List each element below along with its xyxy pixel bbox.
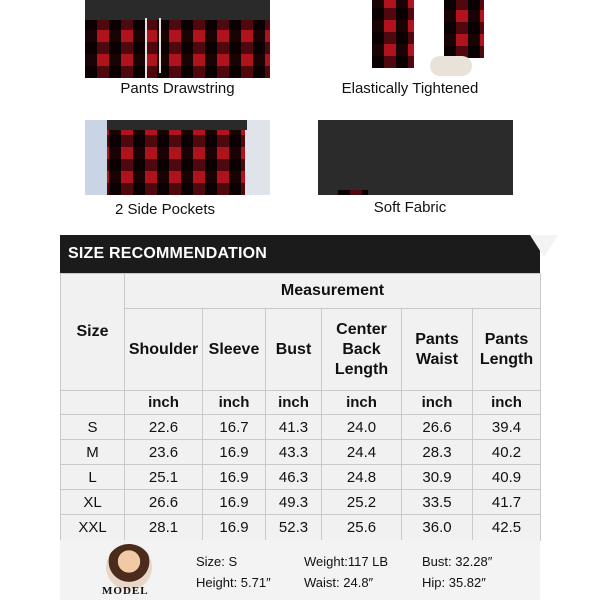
unit-label: inch bbox=[322, 391, 402, 415]
table-cell: 41.3 bbox=[266, 415, 322, 440]
table-cell: 49.3 bbox=[266, 490, 322, 515]
model-label: MODEL bbox=[102, 585, 149, 597]
table-row bbox=[61, 415, 541, 440]
size-label: M bbox=[61, 440, 125, 465]
table-cell: 16.9 bbox=[203, 490, 266, 515]
table-row bbox=[61, 515, 541, 541]
table-cell: 40.2 bbox=[473, 440, 541, 465]
feature-caption-pockets: 2 Side Pockets bbox=[114, 201, 216, 218]
size-recommendation-header bbox=[60, 235, 540, 273]
measurement-group-header: Measurement bbox=[125, 274, 541, 309]
table-cell: 23.6 bbox=[125, 440, 203, 465]
size-table-container bbox=[60, 273, 540, 540]
column-header-center-back-length: Center Back Length bbox=[322, 309, 402, 391]
table-cell: 30.9 bbox=[402, 465, 473, 490]
model-height: Height: 5.71″ bbox=[196, 575, 271, 590]
table-row bbox=[61, 465, 541, 490]
table-cell: 16.9 bbox=[203, 465, 266, 490]
table-cell: 39.4 bbox=[473, 415, 541, 440]
model-info bbox=[60, 540, 540, 600]
table-cell: 25.6 bbox=[322, 515, 402, 541]
table-row bbox=[61, 490, 541, 515]
table-cell: 24.8 bbox=[322, 465, 402, 490]
cuff-photo bbox=[368, 0, 490, 78]
model-waist: Waist: 24.8″ bbox=[304, 575, 374, 590]
table-cell: 16.9 bbox=[203, 440, 266, 465]
unit-label: inch bbox=[125, 391, 203, 415]
feature-caption-drawstring: Pants Drawstring bbox=[120, 80, 235, 97]
table-cell: 24.4 bbox=[322, 440, 402, 465]
unit-label: inch bbox=[203, 391, 266, 415]
header-notch-shape bbox=[530, 235, 558, 257]
unit-label: inch bbox=[402, 391, 473, 415]
model-hip: Hip: 35.82″ bbox=[422, 575, 486, 590]
table-cell: 28.1 bbox=[125, 515, 203, 541]
size-column-header: Size bbox=[61, 274, 125, 391]
table-cell: 24.0 bbox=[322, 415, 402, 440]
size-table bbox=[60, 273, 541, 541]
size-label: S bbox=[61, 415, 125, 440]
column-header-pants-waist: Pants Waist bbox=[402, 309, 473, 391]
drawstring-photo bbox=[85, 0, 270, 78]
size-label: XL bbox=[61, 490, 125, 515]
unit-label: inch bbox=[473, 391, 541, 415]
table-cell: 26.6 bbox=[125, 490, 203, 515]
table-cell: 46.3 bbox=[266, 465, 322, 490]
table-cell: 40.9 bbox=[473, 465, 541, 490]
pockets-photo bbox=[85, 120, 270, 195]
model-bust: Bust: 32.28″ bbox=[422, 554, 493, 569]
table-cell: 33.5 bbox=[402, 490, 473, 515]
model-size: Size: S bbox=[196, 554, 238, 569]
table-cell: 43.3 bbox=[266, 440, 322, 465]
table-cell: 25.2 bbox=[322, 490, 402, 515]
table-cell: 16.7 bbox=[203, 415, 266, 440]
table-cell: 22.6 bbox=[125, 415, 203, 440]
column-header-shoulder: Shoulder bbox=[125, 309, 203, 391]
table-cell: 36.0 bbox=[402, 515, 473, 541]
unit-row-spacer bbox=[61, 391, 125, 415]
feature-caption-fabric: Soft Fabric bbox=[373, 199, 447, 216]
fabric-photo bbox=[318, 120, 513, 195]
table-cell: 16.9 bbox=[203, 515, 266, 541]
column-header-sleeve: Sleeve bbox=[203, 309, 266, 391]
table-cell: 28.3 bbox=[402, 440, 473, 465]
table-cell: 41.7 bbox=[473, 490, 541, 515]
table-cell: 42.5 bbox=[473, 515, 541, 541]
model-weight: Weight:117 LB bbox=[304, 554, 389, 569]
column-header-bust: Bust bbox=[266, 309, 322, 391]
table-cell: 52.3 bbox=[266, 515, 322, 541]
table-row bbox=[61, 440, 541, 465]
model-avatar bbox=[106, 544, 152, 590]
table-cell: 26.6 bbox=[402, 415, 473, 440]
table-cell: 25.1 bbox=[125, 465, 203, 490]
feature-caption-elastic: Elastically Tightened bbox=[341, 80, 479, 97]
size-label: XXL bbox=[61, 515, 125, 541]
size-label: L bbox=[61, 465, 125, 490]
unit-label: inch bbox=[266, 391, 322, 415]
column-header-pants-length: Pants Length bbox=[473, 309, 541, 391]
size-recommendation-title: SIZE RECOMMENDATION bbox=[68, 245, 268, 262]
